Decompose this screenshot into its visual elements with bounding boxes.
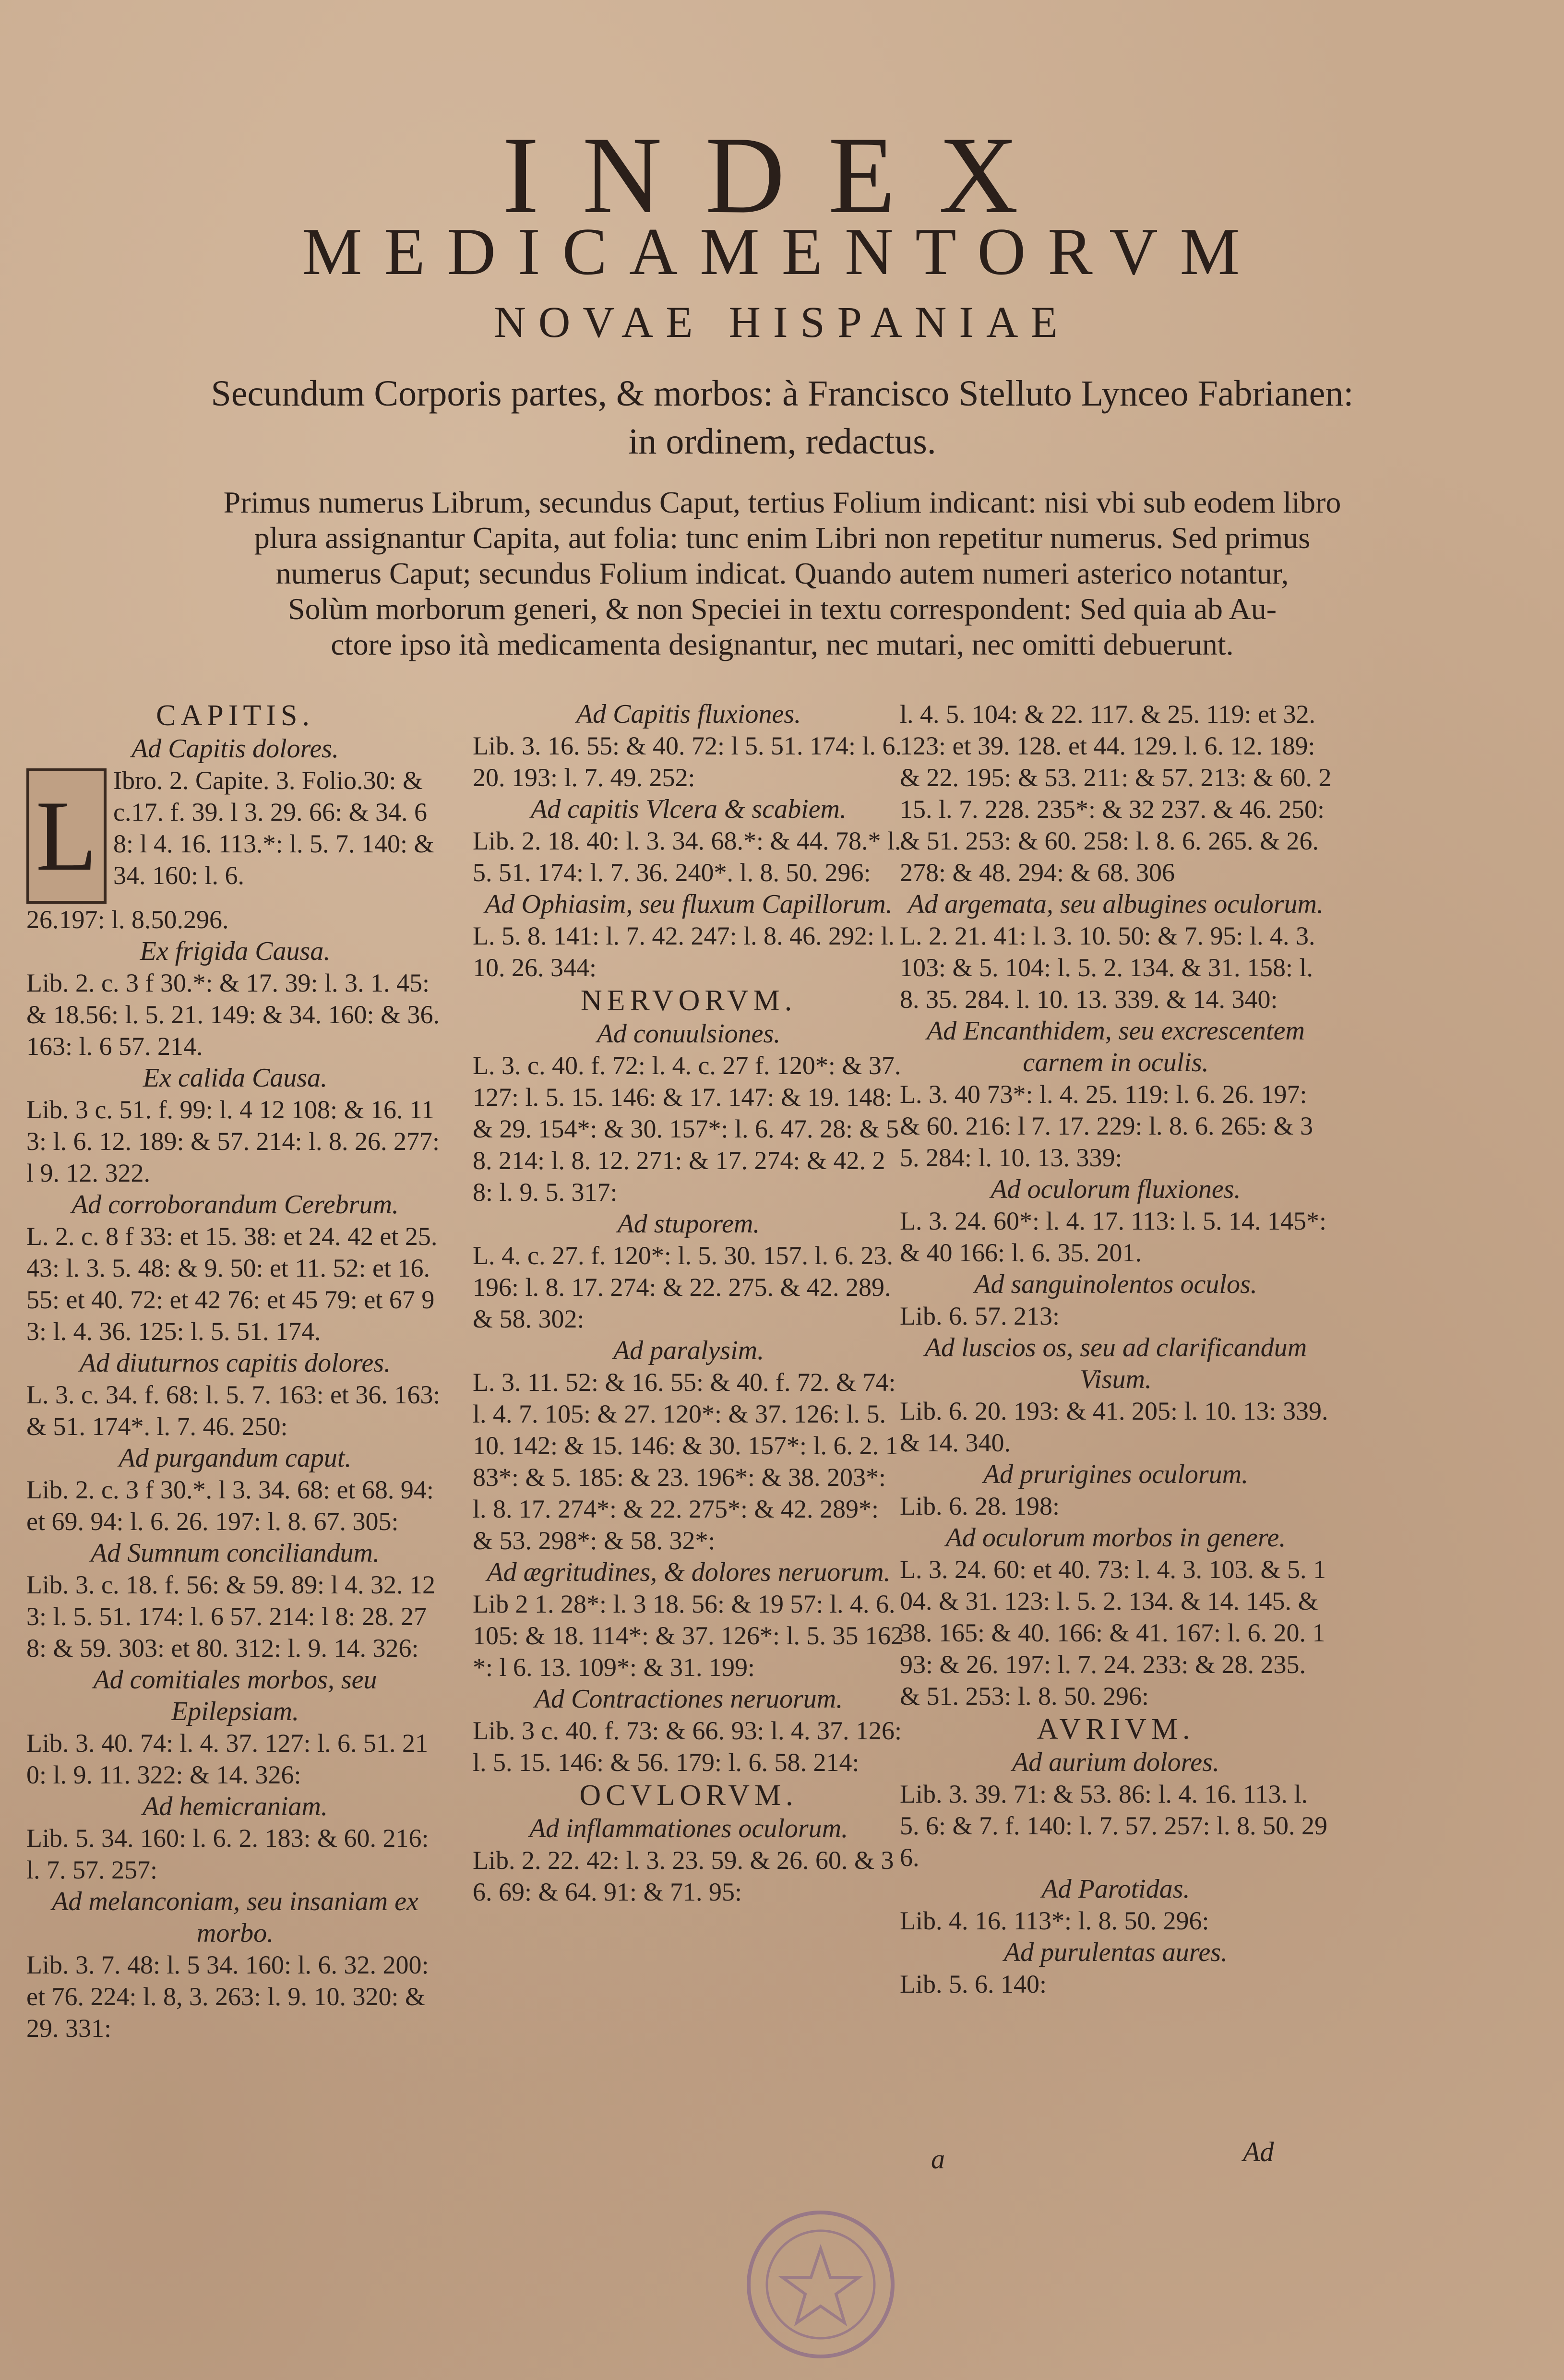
entry-references: Ibro. 2. Capite. 3. Folio.30: & c.17. f. 39. l 3. 29. 66: & 34. 68: l 4. 16. 113.*: l. 5. 7. 140: & 34. 160: l. 6. xyxy=(113,766,434,890)
entry-references: Lib. 3 c. 40. f. 73: & 66. 93: l. 4. 37. 126: l. 5. 15. 146: & 56. 179: l. 6. 58. 214: xyxy=(473,1716,902,1777)
section-heading: OCVLORVM. xyxy=(579,1779,798,1812)
note-line-5: ctore ipso ità medicamenta designantur, nec mutari, nec omitti debuerunt. xyxy=(331,627,1234,661)
entry-heading: Ad Capitis fluxiones. xyxy=(576,699,801,729)
entry-heading: Ad Capitis dolores. xyxy=(131,734,339,764)
entry-references: Lib. 3 c. 51. f. 99: l. 4 12 108: & 16. 113: l. 6. 12. 189: & 57. 214: l. 8. 26. 277: l 9. 12. 322. xyxy=(26,1095,440,1187)
entry-references: Lib. 2. 22. 42: l. 3. 23. 59. & 26. 60. & 36. 69: & 64. 91: & 71. 95: xyxy=(473,1846,894,1906)
column-1-entries xyxy=(26,935,444,2044)
entry-heading: Ad sanguinolentos oculos. xyxy=(974,1269,1257,1299)
entry-references: Lib. 6. 20. 193: & 41. 205: l. 10. 13: 339. & 14. 340. xyxy=(900,1397,1328,1457)
entry-references: Lib. 6. 28. 198: xyxy=(900,1492,1060,1520)
entry-heading: Ad diuturnos capitis dolores. xyxy=(79,1348,391,1378)
decorated-initial-letter: L xyxy=(36,780,97,892)
subtitle-line-2: in ordinem, redactus. xyxy=(628,421,936,462)
entry-references: L. 2. c. 8 f 33: et 15. 38: et 24. 42 et 25. 43: l. 3. 5. 48: & 9. 50: et 11. 52: et 16. 55: et 40. 72: et 42 76: et 45 79: et 67 93: l. 4. 36. 125: l. 5. 51. 174. xyxy=(26,1222,438,1346)
entry-references: L. 3. c. 40. f. 72: l. 4. c. 27 f. 120*: & 37. 127: l. 5. 15. 146: & 17. 147: & 19. 148: & 29. 154*: & 30. 157*: l. 6. 47. 28: & 58. 214: l. 8. 12. 271: & 17. 274: & 42. 28: l. 9. 5. 317: xyxy=(473,1051,901,1207)
entry-references: l. 4. 5. 104: & 22. 117. & 25. 119: et 32. 123: et 39. 128. et 44. 129. l. 6. 12. 189: & 22. 195: & 53. 211: & 57. 213: & 60. 215. l. 7. 228. 235*: & 32 237. & 46. 250: & 51. 253: & 60. 258: l. 8. 6. 265. & 26. 278: & 48. 294: & 68. 306 xyxy=(900,700,1332,887)
entry-references: Lib. 2. c. 3 f 30.*: & 17. 39: l. 3. 1. 45: & 18.56: l. 5. 21. 149: & 34. 160: & 36. 163: l. 6 57. 214. xyxy=(26,969,440,1061)
entry-heading: Ex frigida Causa. xyxy=(140,936,331,966)
entry-heading: Ad Encanthidem, seu excrescentem carnem in oculis. xyxy=(927,1016,1305,1077)
initial-paragraph xyxy=(26,765,444,904)
catchword: Ad xyxy=(1243,2136,1274,2167)
entry-heading: Ad conuulsiones. xyxy=(597,1019,781,1049)
entry-heading: Ad hemicraniam. xyxy=(143,1792,328,1821)
entry-heading: Ad oculorum morbos in genere. xyxy=(945,1523,1286,1553)
entry-heading: Ad Sumnum conciliandum. xyxy=(91,1538,380,1568)
explanatory-note xyxy=(29,485,1536,662)
section-heading: AVRIVM. xyxy=(1037,1713,1195,1746)
entry-heading: Ad paralysim. xyxy=(613,1336,764,1365)
entry-heading: Ad aurium dolores. xyxy=(1012,1747,1219,1777)
column-3-entries xyxy=(900,698,1332,2000)
entry-references: Lib. 3. 7. 48: l. 5 34. 160: l. 6. 32. 200: et 76. 224: l. 8, 3. 263: l. 9. 10. 320: & 29. 331: xyxy=(26,1950,429,2043)
entry-heading: Ad Contractiones neruorum. xyxy=(534,1684,843,1714)
subtitle-line-1: Secundum Corporis partes, & morbos: à Francisco Stelluto Lynceo Fabrianen: xyxy=(211,373,1354,414)
title-index: INDEX xyxy=(502,114,1062,236)
entry-heading: Ad corroborandum Cerebrum. xyxy=(72,1190,399,1220)
title-novae-hispaniae: NOVAE HISPANIAE xyxy=(494,298,1070,347)
title-medicamentorum: MEDICAMENTORVM xyxy=(302,215,1262,289)
entry-heading: Ad stuporem. xyxy=(617,1209,760,1239)
entry-references: Lib. 3. 16. 55: & 40. 72: l 5. 51. 174: l. 6. 20. 193: l. 7. 49. 252: xyxy=(473,731,902,792)
entry-references: L. 4. c. 27. f. 120*: l. 5. 30. 157. l. 6. 23. 196: l. 8. 17. 274: & 22. 275. & 42. 289. & 58. 302: xyxy=(473,1241,893,1333)
entry-heading: Ad prurigines oculorum. xyxy=(983,1459,1249,1489)
entry-references: L. 3. c. 34. f. 68: l. 5. 7. 163: et 36. 163: & 51. 174*. l. 7. 46. 250: xyxy=(26,1380,441,1441)
entry-references: Lib. 4. 16. 113*: l. 8. 50. 296: xyxy=(900,1906,1209,1935)
entry-references: Lib. 6. 57. 213: xyxy=(900,1302,1060,1330)
entry-references: L. 3. 40 73*: l. 4. 25. 119: l. 6. 26. 197: & 60. 216: l 7. 17. 229: l. 8. 6. 265: & 35. 284: l. 10. 13. 339: xyxy=(900,1080,1313,1172)
signature-mark: a xyxy=(931,2143,945,2175)
entry-references: L. 3. 24. 60: et 40. 73: l. 4. 3. 103. & 5. 104. & 31. 123: l. 5. 2. 134. & 14. 145. & 38. 165: & 40. 166: & 41. 167: l. 6. 20. 193: & 26. 197: l. 7. 24. 233: & 28. 235. & 51. 253: l. 8. 50. 296: xyxy=(900,1555,1326,1710)
entry-heading: Ad comitiales morbos, seu Epilepsiam. xyxy=(93,1665,377,1726)
decorated-initial xyxy=(26,768,107,904)
entry-heading: Ad capitis Vlcera & scabiem. xyxy=(531,794,847,824)
entry-references: Lib. 5. 34. 160: l. 6. 2. 183: & 60. 216: l. 7. 57. 257: xyxy=(26,1824,429,1884)
entry-references: L. 2. 21. 41: l. 3. 10. 50: & 7. 95: l. 4. 3. 103: & 5. 104: l. 5. 2. 134. & 31. 158: l. 8. 35. 284. l. 10. 13. 339. & 14. 340: xyxy=(900,921,1315,1014)
entry-heading: Ad Parotidas. xyxy=(1041,1874,1190,1904)
column-2-entries xyxy=(473,698,905,1908)
entry-heading: Ad purgandum caput. xyxy=(119,1443,352,1473)
entry-references: L. 3. 24. 60*: l. 4. 17. 113: l. 5. 14. 145*: & 40 166: l. 6. 35. 201. xyxy=(900,1207,1326,1267)
entry-references: 26.197: l. 8.50.296. xyxy=(26,905,229,934)
entry-heading: Ad Ophiasim, seu fluxum Capillorum. xyxy=(485,889,893,919)
note-line-4: Solùm morborum generi, & non Speciei in textu correspondent: Sed quia ab Au- xyxy=(287,592,1277,626)
section-heading-capitis: CAPITIS. xyxy=(156,699,314,732)
library-stamp xyxy=(741,2205,900,2364)
entry-heading: Ad inflammationes oculorum. xyxy=(529,1814,848,1843)
section-heading: NERVORVM. xyxy=(580,984,797,1017)
entry-references: L. 3. 11. 52: & 16. 55: & 40. f. 72. & 74: l. 4. 7. 105: & 27. 120*: & 37. 126: l. 5. 10. 142: & 15. 146: & 30. 157*: l. 6. 2. 183*: & 5. 185: & 23. 196*: & 38. 203*: l. 8. 17. 274*: & 22. 275*: & 42. 289*: & 53. 298*: & 58. 32*: xyxy=(473,1368,898,1555)
entry-heading: Ad argemata, seu albugines oculorum. xyxy=(908,889,1324,919)
index-column-2 xyxy=(473,698,905,1908)
entry-references: Lib. 3. c. 18. f. 56: & 59. 89: l 4. 32. 123: l. 5. 51. 174: l. 6 57. 214: l 8: 28. 278: & 59. 303: et 80. 312: l. 9. 14. 326: xyxy=(26,1570,435,1662)
subtitle xyxy=(29,370,1536,466)
note-line-1: Primus numerus Librum, secundus Caput, tertius Folium indicant: nisi vbi sub eodem libro xyxy=(223,485,1341,519)
index-column-1 xyxy=(26,698,444,2044)
entry-references: Lib. 3. 40. 74: l. 4. 37. 127: l. 6. 51. 210: l. 9. 11. 322: & 14. 326: xyxy=(26,1729,428,1789)
entry-heading: Ad ægritudines, & dolores neruorum. xyxy=(487,1557,891,1587)
entry-heading: Ex calida Causa. xyxy=(143,1063,328,1093)
index-column-3 xyxy=(900,698,1332,2000)
entry-heading: Ad luscios os, seu ad clarificandum Visum. xyxy=(924,1333,1307,1394)
entry-references: L. 5. 8. 141: l. 7. 42. 247: l. 8. 46. 292: l. 10. 26. 344: xyxy=(473,921,895,982)
entry-references: Lib. 5. 6. 140: xyxy=(900,1970,1047,1998)
entry-references: Lib 2 1. 28*: l. 3 18. 56: & 19 57: l. 4. 6. 105: & 18. 114*: & 37. 126*: l. 5. 35 162*: l 6. 13. 109*: & 31. 199: xyxy=(473,1590,904,1682)
entry-heading: Ad purulentas aures. xyxy=(1003,1937,1228,1967)
entry-references: Lib. 3. 39. 71: & 53. 86: l. 4. 16. 113. l. 5. 6: & 7. f. 140: l. 7. 57. 257: l. 8. 50. 296. xyxy=(900,1780,1327,1872)
entry-heading: Ad oculorum fluxiones. xyxy=(991,1174,1241,1204)
note-line-2: plura assignantur Capita, aut folia: tunc enim Libri non repetitur numerus. Sed primus xyxy=(254,521,1311,555)
entry-heading: Ad melanconiam, seu insaniam ex morbo. xyxy=(52,1887,418,1948)
entry-references: Lib. 2. 18. 40: l. 3. 34. 68.*: & 44. 78.* l. 5. 51. 174: l. 7. 36. 240*. l. 8. 50. 296: xyxy=(473,826,901,887)
note-line-3: numerus Caput; secundus Folium indicat. Quando autem numeri asterico notantur, xyxy=(275,556,1289,590)
entry-references: Lib. 2. c. 3 f 30.*. l 3. 34. 68: et 68. 94: et 69. 94: l. 6. 26. 197: l. 8. 67. 305: xyxy=(26,1475,434,1536)
